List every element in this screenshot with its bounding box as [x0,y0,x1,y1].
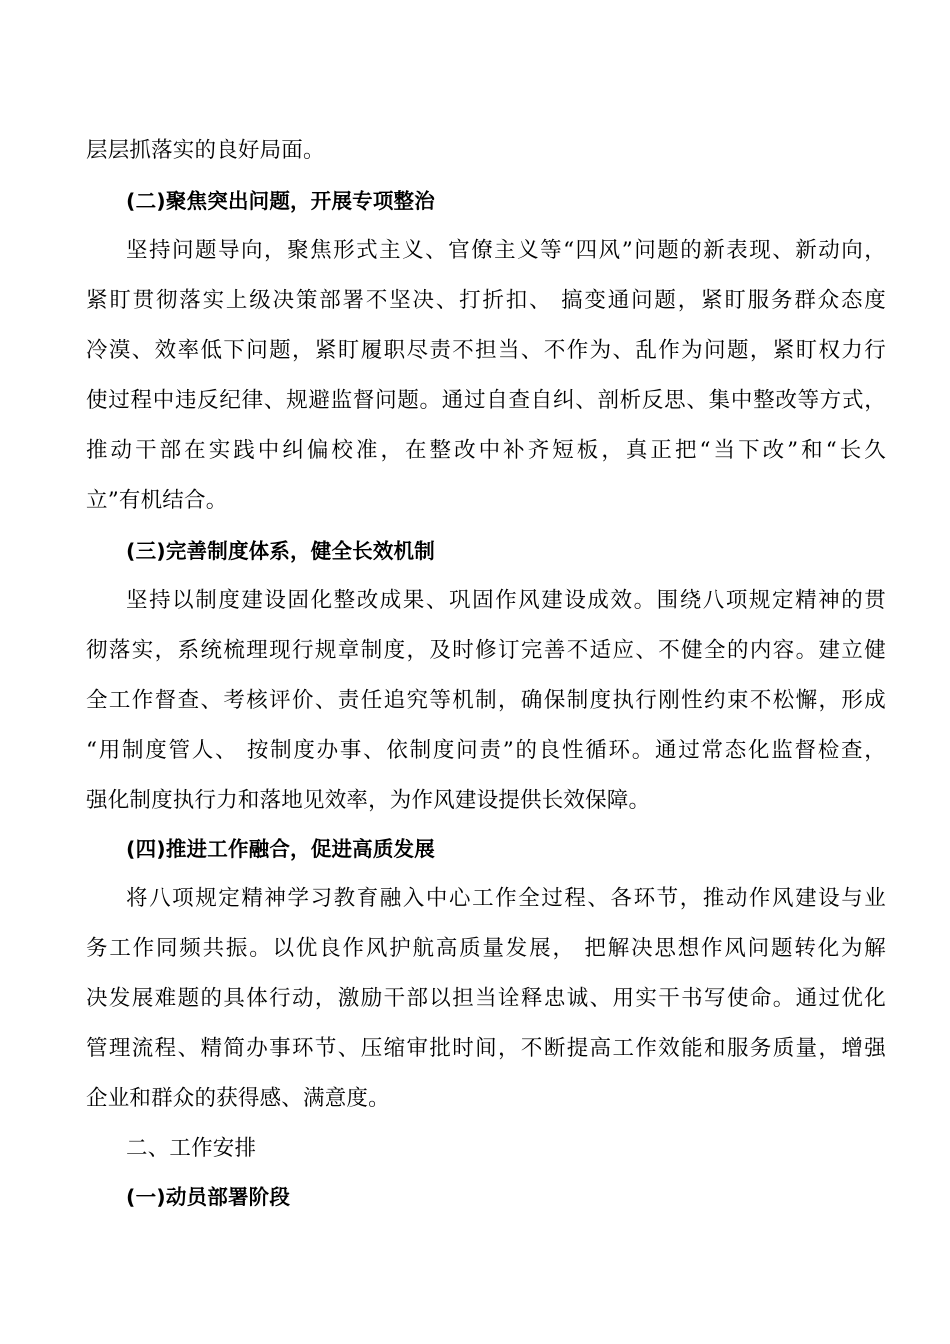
paragraph-line: 坚持问题导向，聚焦形式主义、官僚主义等“四风”问题的新表现、新动向， [126,238,886,263]
chapter-heading-2: 二、工作安排 [126,1136,257,1161]
paragraph-line: 企业和群众的获得感、满意度。 [86,1086,390,1111]
paragraph-line: 管理流程、精简办事环节、压缩审批时间，不断提高工作效能和服务质量，增强 [86,1036,886,1061]
paragraph-line: 彻落实，系统梳理现行规章制度，及时修订完善不适应、不健全的内容。建立健 [86,638,886,663]
paragraph-line: 全工作督查、考核评价、责任追究等机制，确保制度执行刚性约束不松懈，形成 [86,688,886,713]
paragraph-line: 推动干部在实践中纠偏校准，在整改中补齐短板，真正把“当下改”和“长久 [86,438,886,463]
paragraph-line: 使过程中违反纪律、规避监督问题。通过自查自纠、剖析反思、集中整改等方式， [86,388,886,413]
paragraph-line: 坚持以制度建设固化整改成果、巩固作风建设成效。围绕八项规定精神的贯 [126,588,886,613]
paragraph-line: 务工作同频共振。以优良作风护航高质量发展， 把解决思想作风问题转化为解 [86,936,886,961]
paragraph-line: 立”有机结合。 [86,488,228,513]
paragraph-line: 层层抓落实的良好局面。 [86,138,325,163]
section-heading-4: (四)推进工作融合，促进高质发展 [126,837,435,861]
paragraph-line: 强化制度执行力和落地见效率，为作风建设提供长效保障。 [86,788,651,813]
section-heading-2: (二)聚焦突出问题，开展专项整治 [126,189,435,213]
section-heading-3: (三)完善制度体系，健全长效机制 [126,539,435,563]
section-heading-1: (一)动员部署阶段 [126,1185,291,1209]
paragraph-line: “用制度管人、 按制度办事、依制度问责”的良性循环。通过常态化监督检查， [86,738,886,763]
paragraph-line: 决发展难题的具体行动，激励干部以担当诠释忠诚、用实干书写使命。通过优化 [86,986,886,1011]
paragraph-line: 冷漠、效率低下问题，紧盯履职尽责不担当、不作为、乱作为问题，紧盯权力行 [86,338,886,363]
paragraph-line: 紧盯贯彻落实上级决策部署不坚决、打折扣、 搞变通问题，紧盯服务群众态度 [86,288,886,313]
paragraph-line: 将八项规定精神学习教育融入中心工作全过程、各环节，推动作风建设与业 [126,886,886,911]
